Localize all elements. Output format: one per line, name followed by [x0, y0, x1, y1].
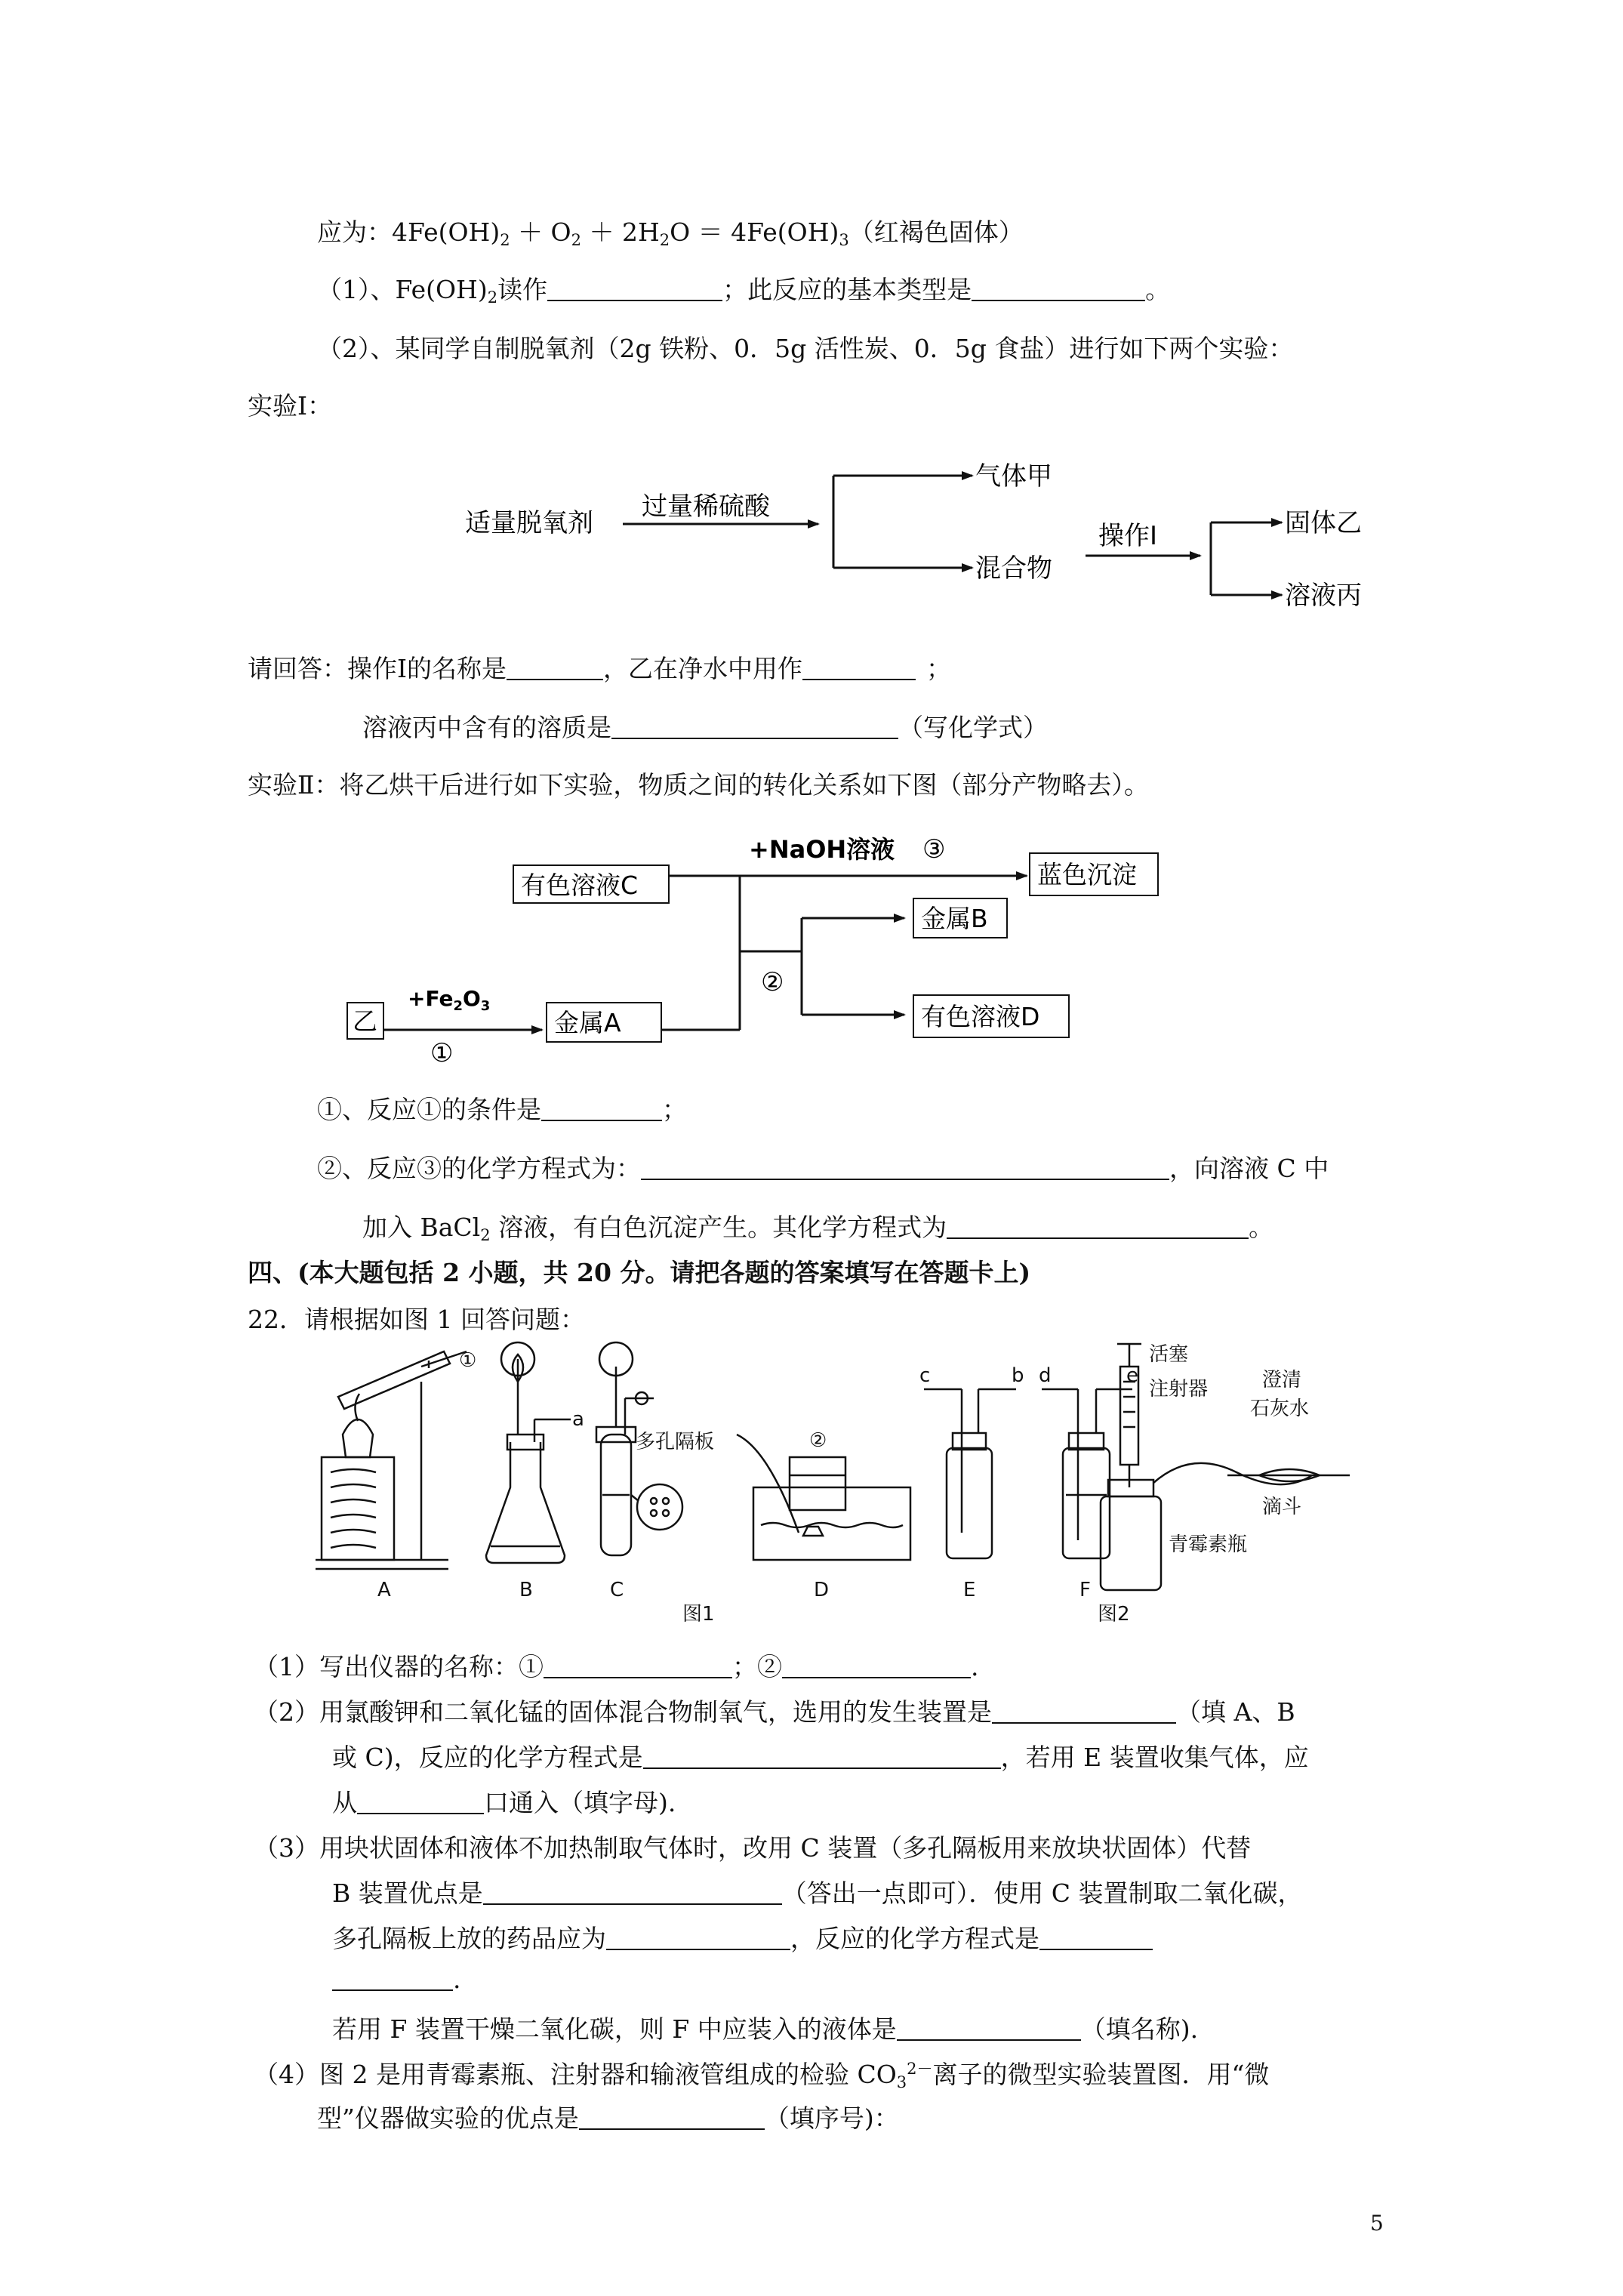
- page-number: 5: [1370, 2211, 1384, 2236]
- flow2-metal-b: 金属B: [921, 904, 988, 933]
- answer-line-2: 溶液丙中含有的溶质是 （写化学式）: [362, 713, 1048, 742]
- flow2-yi: 乙: [353, 1006, 377, 1036]
- flow2-metal-a: 金属A: [554, 1008, 621, 1037]
- flow2-circle-3: ③: [922, 834, 946, 864]
- part-2c: 从 口通入（填字母).: [332, 1788, 676, 1817]
- reaction-bacl2: 加入 BaCl$_2$ 溶液，有白色沉淀产生。其化学方程式为 。: [362, 1213, 1274, 1244]
- part-2: （2）用氯酸钾和二氧化锰的固体混合物制氧气，选用的发生装置是 （填 A、B: [254, 1697, 1295, 1727]
- fig-label-C: C: [610, 1579, 624, 1601]
- part-3b: B 装置优点是 （答出一点即可）．使用 C 装置制取二氧化碳，: [332, 1878, 1303, 1908]
- question-22-title: 22．请根据如图 1 回答问题：: [248, 1305, 585, 1334]
- answer-blank[interactable]: [972, 277, 1145, 301]
- fig-label-d: d: [1039, 1364, 1052, 1387]
- apparatus-e: [924, 1389, 1016, 1558]
- part-3c: 多孔隔板上放的药品应为 ，反应的化学方程式是: [332, 1924, 1153, 1954]
- answer-blank[interactable]: [802, 656, 916, 680]
- question-2: （2）、某同学自制脱氧剂（2g 铁粉、0．5g 活性炭、0．5g 食盐）进行如下两个实验：: [317, 334, 1294, 363]
- fig-label-c: c: [919, 1364, 931, 1387]
- fig-label-circle-1: ①: [459, 1349, 477, 1372]
- flow2-circle-2: ②: [761, 967, 784, 997]
- fig-label-E: E: [963, 1579, 976, 1601]
- answer-blank[interactable]: [641, 1156, 1169, 1180]
- reaction-3: ②、反应③的化学方程式为： ，向溶液 C 中: [317, 1154, 1329, 1183]
- answer-line-1: 请回答：操作Ⅰ的名称是 ，乙在净水中用作 ；: [248, 654, 952, 683]
- answer-blank[interactable]: [1039, 1926, 1153, 1950]
- answer-blank[interactable]: [947, 1215, 1249, 1239]
- section-4-title: 四、(本大题包括 2 小题，共 20 分。请把各题的答案填写在答题卡上): [248, 1258, 1031, 1287]
- flow2-precipitate: 蓝色沉淀: [1037, 860, 1137, 889]
- flow2-solution-c: 有色溶液C: [521, 871, 639, 900]
- reaction-1: ①、反应①的条件是 ；: [317, 1095, 687, 1124]
- part-4: （4）图 2 是用青霉素瓶、注射器和输液管组成的检验 $CO_3^{2-}$离子的微型实验装置图．用“微: [254, 2060, 1270, 2091]
- flow2-solution-d: 有色溶液D: [921, 1002, 1040, 1031]
- answer-blank[interactable]: [483, 1881, 782, 1905]
- flow1-gas: 气体甲: [975, 461, 1052, 492]
- flow2-circle-1: ①: [430, 1038, 454, 1068]
- fig-caption-1: 图1: [682, 1603, 715, 1626]
- answer-blank[interactable]: [332, 1967, 453, 1991]
- flow1-mixture: 混合物: [975, 553, 1052, 584]
- apparatus-figure: [316, 1336, 1357, 1631]
- fig-label-e: e: [1126, 1364, 1138, 1387]
- answer-blank[interactable]: [643, 1745, 1001, 1769]
- fig-label-piston: 活塞: [1149, 1343, 1189, 1366]
- apparatus-a: [316, 1351, 467, 1569]
- answer-blank[interactable]: [547, 277, 722, 301]
- answer-blank[interactable]: [541, 1097, 662, 1121]
- experiment-2-text: 实验Ⅱ：将乙烘干后进行如下实验，物质之间的转化关系如下图（部分产物略去）。: [248, 770, 1149, 800]
- fig-label-circle-2: ②: [809, 1429, 827, 1452]
- part-3: （3）用块状固体和液体不加热制取气体时，改用 C 装置（多孔隔板用来放块状固体）代替: [254, 1833, 1252, 1863]
- answer-blank[interactable]: [507, 656, 603, 680]
- fig-label-b: b: [1012, 1364, 1024, 1387]
- flow1-start: 适量脱氧剂: [465, 508, 593, 538]
- experiment-1-label: 实验Ⅰ：: [248, 391, 333, 421]
- answer-blank[interactable]: [544, 1654, 732, 1678]
- answer-blank[interactable]: [992, 1700, 1176, 1724]
- question-1: （1）、$Fe(OH)_2$读作 ；此反应的基本类型是 。: [317, 275, 1171, 307]
- answer-blank[interactable]: [897, 2017, 1081, 2041]
- equation-line: 应为：$4Fe(OH)_2 + O_2 + 2H_2O = 4Fe(OH)_3$（红褐色固体）: [317, 217, 1024, 249]
- part-4b: 型”仪器做实验的优点是 （填序号)：: [317, 2103, 899, 2133]
- fig-label-dropper: 滴斗: [1262, 1496, 1302, 1518]
- apparatus-b: [486, 1342, 571, 1563]
- part-1: （1）写出仪器的名称：① ；② .: [254, 1652, 979, 1681]
- part-3d: .: [332, 1965, 461, 1995]
- answer-blank[interactable]: [782, 1654, 971, 1678]
- flow2-fe2o3: $+Fe_2O_3$: [408, 986, 491, 1014]
- fig-label-perforated: 多孔隔板: [636, 1431, 715, 1453]
- flow2-naoh: +NaOH溶液: [749, 835, 895, 864]
- fig-label-limewater-1: 澄清: [1262, 1369, 1302, 1391]
- apparatus-f: [1042, 1389, 1132, 1558]
- flow1-solid: 固体乙: [1285, 508, 1362, 538]
- flow1-operation: 操作Ⅰ: [1098, 521, 1158, 551]
- flow1-solution: 溶液丙: [1285, 581, 1362, 611]
- answer-blank[interactable]: [606, 1926, 790, 1950]
- answer-blank[interactable]: [611, 715, 898, 739]
- fig-label-syringe: 注射器: [1149, 1378, 1209, 1401]
- fig-label-a: a: [572, 1408, 584, 1431]
- answer-blank[interactable]: [357, 1790, 484, 1814]
- flow-diagram-2: [332, 823, 1276, 1087]
- fig-label-A: A: [377, 1579, 391, 1601]
- fig-label-limewater-2: 石灰水: [1250, 1398, 1310, 1420]
- fig-label-bottle: 青霉素瓶: [1169, 1533, 1248, 1556]
- fig-label-B: B: [519, 1579, 533, 1601]
- flow-diagram-1: [453, 445, 1434, 627]
- fig-label-D: D: [814, 1579, 830, 1601]
- flow1-reagent: 过量稀硫酸: [642, 492, 770, 522]
- part-3e: 若用 F 装置干燥二氧化碳，则 F 中应装入的液体是 （填名称).: [332, 2014, 1199, 2044]
- fig-label-F: F: [1079, 1579, 1091, 1601]
- part-2b: 或 C)，反应的化学方程式是 ，若用 E 装置收集气体，应: [332, 1743, 1309, 1772]
- answer-blank[interactable]: [579, 2106, 765, 2130]
- apparatus-d: [737, 1435, 910, 1560]
- fig-caption-2: 图2: [1098, 1603, 1130, 1626]
